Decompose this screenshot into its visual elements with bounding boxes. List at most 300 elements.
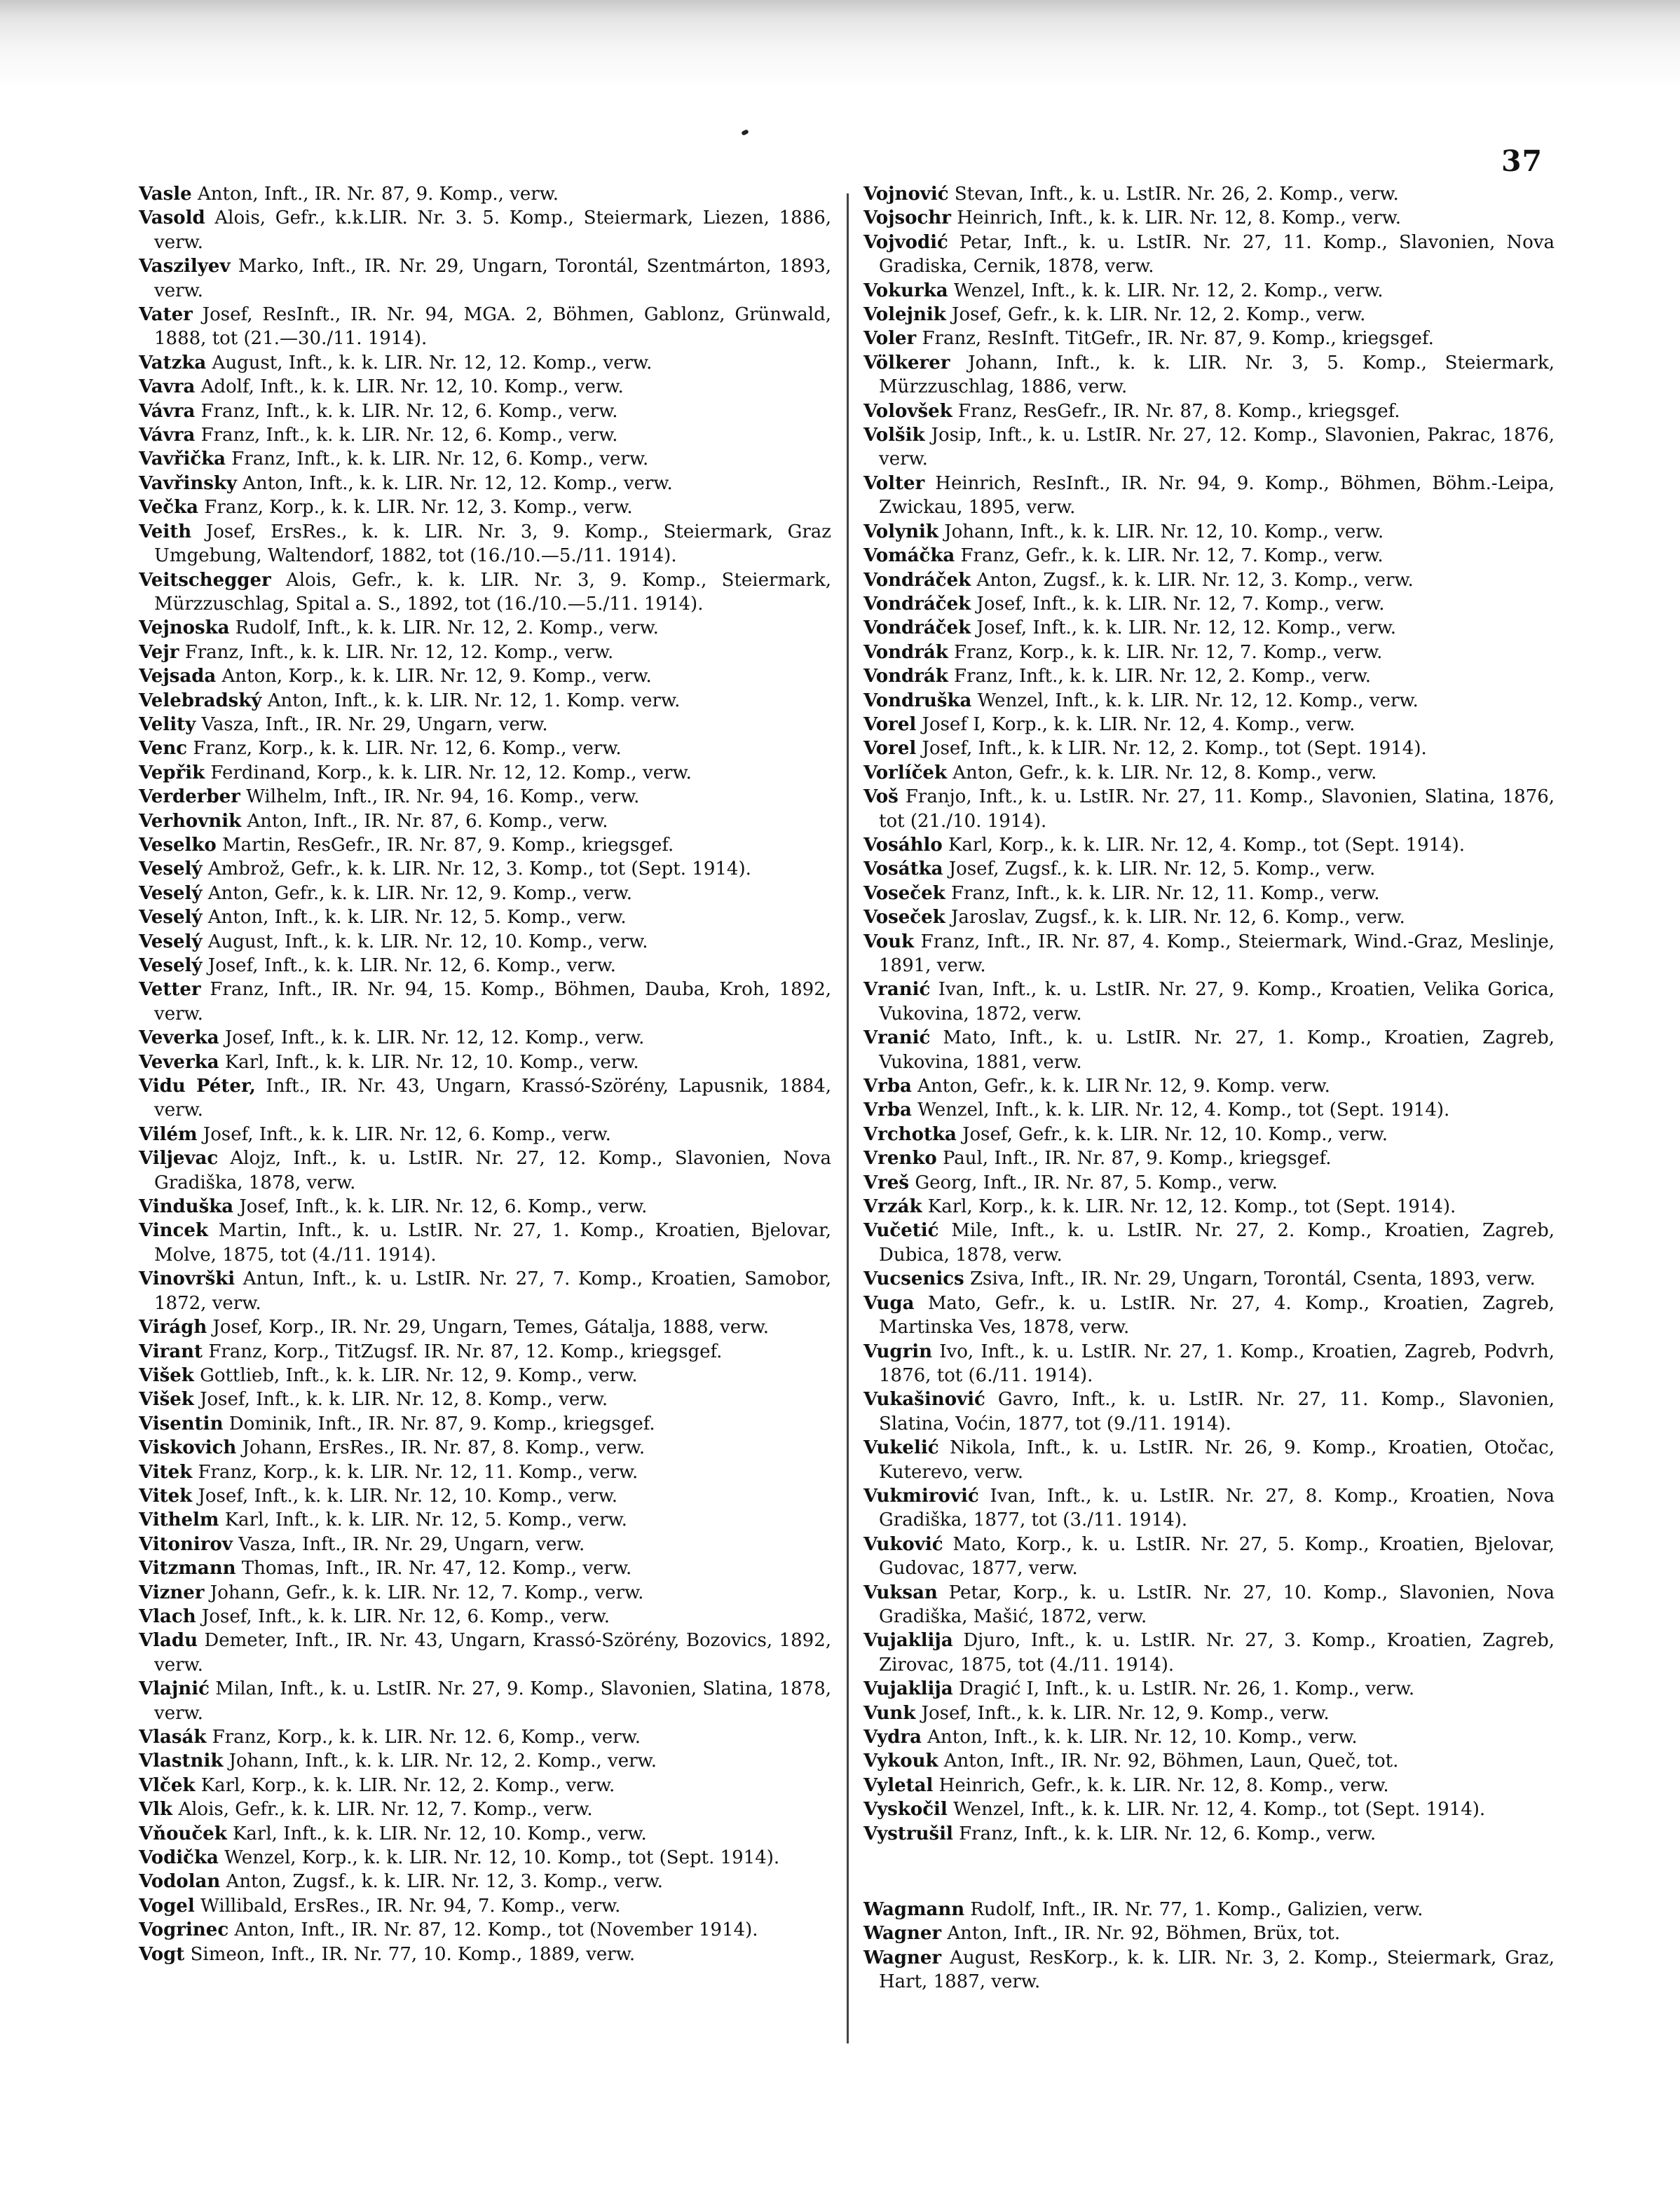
entry-surname: Vondruška — [863, 690, 972, 711]
list-entry — [139, 1943, 831, 1966]
list-entry — [139, 1605, 831, 1629]
entry-details: Marko, Inft., IR. Nr. 29, Ungarn, Torontál, Szentmárton, 1893, verw. — [154, 256, 832, 301]
entry-details: Karl, Inft., k. k. LIR. Nr. 12, 5. Komp., verw. — [224, 1509, 627, 1531]
entry-surname: Vokurka — [863, 280, 948, 301]
entry-surname: Vejr — [139, 641, 179, 663]
list-entry — [863, 231, 1555, 279]
entry-surname: Vranić — [863, 1027, 931, 1049]
entry-details: Wenzel, Inft., k. k. LIR. Nr. 12, 4. Komp., tot (Sept. 1914). — [917, 1100, 1450, 1121]
entry-details: Josef, Korp., IR. Nr. 29, Ungarn, Temes, Gátalja, 1888, verw. — [212, 1317, 770, 1338]
entry-surname: Visentin — [139, 1413, 224, 1434]
entry-details: Franz, Korp., k. k. LIR. Nr. 12, 7. Komp., verw. — [954, 641, 1383, 663]
entry-details: Petar, Korp., k. u. LstIR. Nr. 27, 10. Komp., Slavonien, Nova Gradiška, Mašić, 1872, verw. — [879, 1582, 1555, 1627]
entry-details: Mile, Inft., k. u. LstIR. Nr. 27, 2. Komp., Kroatien, Zagreb, Dubica, 1878, verw. — [879, 1220, 1555, 1266]
entry-details: Karl, Korp., k. k. LIR. Nr. 12, 4. Komp., tot (Sept. 1914). — [948, 834, 1466, 856]
entry-details: Anton, Zugsf., k. k. LIR. Nr. 12, 3. Komp., verw. — [976, 569, 1414, 591]
entry-details: Franz, Inft., k. k. LIR. Nr. 12, 11. Komp., verw. — [950, 882, 1380, 904]
entry-surname: Wagner — [863, 1947, 942, 1968]
entry-details: Anton, Inft., k. k. LIR. Nr. 12, 12. Komp., verw. — [243, 472, 673, 494]
entry-details: Karl, Inft., k. k. LIR. Nr. 12, 10. Komp., verw. — [232, 1823, 647, 1844]
ink-speck — [741, 129, 749, 136]
list-entry — [139, 399, 831, 423]
list-entry — [863, 737, 1555, 760]
list-entry — [139, 978, 831, 1026]
entry-details: Josef, ErsRes., k. k. LIR. Nr. 3, 9. Komp., Steiermark, Graz Umgebung, Waltendorf, 1882, tot (16./10.—5./11. 1914). — [154, 521, 832, 567]
entry-surname: Veselý — [139, 955, 203, 976]
entry-details: Josef, Gefr., k. k. LIR. Nr. 12, 2. Komp., verw. — [952, 304, 1366, 326]
entry-details: Franz, ResInft. TitGefr., IR. Nr. 87, 9. Komp., kriegsgef. — [922, 328, 1434, 350]
list-entry — [139, 1918, 831, 1942]
entry-details: Gavro, Inft., k. u. LstIR. Nr. 27, 11. Komp., Slavonien, Slatina, Voćin, 1877, tot (9./11. 1914). — [879, 1389, 1555, 1434]
entry-surname: Vrzák — [863, 1196, 922, 1218]
list-entry — [139, 495, 831, 519]
entry-surname: Veith — [139, 521, 192, 542]
entry-details: Ivan, Inft., k. u. LstIR. Nr. 27, 8. Komp., Kroatien, Nova Gradiška, 1877, tot (3./11. 1914). — [879, 1485, 1555, 1531]
list-entry — [863, 1822, 1555, 1846]
entry-details: Vasza, Inft., IR. Nr. 29, Ungarn, verw. — [201, 713, 548, 735]
entry-details: Franz, Korp., k. k. LIR. Nr. 12, 6. Komp., verw. — [193, 738, 622, 760]
entry-surname: Vrba — [863, 1100, 912, 1121]
entry-details: Anton, Gefr., k. k. LIR. Nr. 12, 9. Komp., verw. — [207, 882, 632, 904]
entry-surname: Vlček — [139, 1774, 196, 1796]
list-entry — [863, 1267, 1555, 1291]
entry-surname: Virágh — [139, 1317, 207, 1338]
entry-surname: Veverka — [139, 1027, 219, 1049]
entry-details: Josef, Gefr., k. k. LIR. Nr. 12, 10. Komp., verw. — [962, 1123, 1388, 1145]
list-entry — [863, 303, 1555, 327]
entry-surname: Vomáčka — [863, 545, 955, 567]
entry-surname: Vučetić — [863, 1220, 939, 1242]
list-entry — [863, 713, 1555, 737]
list-entry — [139, 351, 831, 375]
list-entry — [139, 713, 831, 737]
entry-details: Josef, Inft., k. k. LIR. Nr. 12, 8. Komp., verw. — [200, 1389, 608, 1411]
entry-surname: Voseček — [863, 907, 945, 929]
entry-surname: Vlajnić — [139, 1678, 210, 1700]
list-entry — [139, 809, 831, 833]
list-entry — [139, 1026, 831, 1050]
list-entry — [863, 1749, 1555, 1773]
entry-details: August, Inft., k. k. LIR. Nr. 12, 10. Komp., verw. — [207, 931, 648, 952]
list-entry — [139, 520, 831, 568]
entry-surname: Vladu — [139, 1630, 198, 1652]
entry-surname: Vreš — [863, 1172, 910, 1193]
list-entry — [863, 616, 1555, 640]
entry-surname: Voš — [863, 786, 899, 808]
list-entry — [139, 1774, 831, 1797]
entry-details: Mato, Gefr., k. u. LstIR. Nr. 27, 4. Komp., Kroatien, Zagreb, Martinska Ves, 1878, verw. — [879, 1292, 1555, 1338]
list-entry — [139, 1460, 831, 1484]
entry-surname: Vorlíček — [863, 762, 947, 783]
entry-details: Petar, Inft., k. u. LstIR. Nr. 27, 11. Komp., Slavonien, Nova Gradiska, Cernik, 1878, verw. — [879, 231, 1555, 278]
left-column — [139, 182, 831, 1966]
list-entry — [139, 472, 831, 495]
entry-surname: Veselko — [139, 834, 217, 856]
entry-details: Alojz, Inft., k. u. LstIR. Nr. 27, 12. Komp., Slavonien, Nova Gradiška, 1878, verw. — [154, 1148, 831, 1193]
entry-surname: Vyskočil — [863, 1799, 948, 1821]
entry-details: Josef, Inft., k. k. LIR. Nr. 12, 6. Komp., verw. — [203, 1123, 611, 1145]
entry-surname: Vosáhlo — [863, 834, 943, 856]
entry-surname: Veselý — [139, 882, 203, 904]
entry-surname: Vydra — [863, 1727, 922, 1748]
entry-details: Franz, Inft., k. k. LIR. Nr. 12, 12. Komp., verw. — [184, 641, 614, 663]
entry-details: Alois, Gefr., k. k. LIR. Nr. 12, 7. Komp., verw. — [178, 1799, 593, 1821]
list-entry — [863, 1098, 1555, 1122]
entry-details: Franz, Korp., k. k. LIR. Nr. 12, 3. Komp., verw. — [204, 497, 633, 519]
list-entry — [139, 1846, 831, 1870]
list-entry — [139, 761, 831, 785]
entry-details: Antun, Inft., k. u. LstIR. Nr. 27, 7. Komp., Kroatien, Samobor, 1872, verw. — [154, 1268, 831, 1314]
list-entry — [139, 1581, 831, 1605]
entry-surname: Vorel — [863, 738, 917, 760]
entry-surname: Vávra — [139, 425, 196, 446]
list-entry — [139, 1315, 831, 1339]
list-entry — [139, 206, 831, 254]
right-column-v-entries — [863, 182, 1555, 1846]
list-entry — [863, 882, 1555, 905]
list-entry — [863, 1146, 1555, 1170]
list-entry — [863, 1388, 1555, 1436]
list-entry — [139, 1436, 831, 1460]
entry-surname: Vepřik — [139, 762, 205, 783]
entry-details: Martin, Inft., k. u. LstIR. Nr. 27, 1. Komp., Kroatien, Bjelovar, Molve, 1875, tot (4./11. 1914). — [154, 1220, 832, 1266]
entry-surname: Veselý — [139, 931, 203, 952]
list-entry — [139, 1074, 831, 1123]
list-entry — [139, 423, 831, 447]
entry-details: Martin, ResGefr., IR. Nr. 87, 9. Komp., kriegsgef. — [222, 834, 674, 856]
list-entry — [139, 447, 831, 471]
list-entry — [139, 1533, 831, 1556]
entry-surname: Vodička — [139, 1847, 219, 1869]
entry-details: Nikola, Inft., k. u. LstIR. Nr. 26, 9. Komp., Kroatien, Otočac, Kuterevo, verw. — [879, 1437, 1555, 1483]
list-entry — [139, 1822, 831, 1846]
list-entry — [863, 327, 1555, 350]
list-entry — [863, 1340, 1555, 1388]
list-entry — [139, 616, 831, 640]
entry-surname: Vojvodić — [863, 231, 948, 253]
entry-surname: Vodolan — [139, 1871, 221, 1893]
entry-details: Franz, Gefr., k. k. LIR. Nr. 12, 7. Komp., verw. — [960, 545, 1384, 567]
entry-details: Adolf, Inft., k. k. LIR. Nr. 12, 10. Komp., verw. — [200, 376, 624, 398]
entry-surname: Višek — [139, 1389, 194, 1411]
entry-details: Ivan, Inft., k. u. LstIR. Nr. 27, 9. Komp., Kroatien, Velika Gorica, Vukovina, 1872, verw. — [879, 979, 1555, 1025]
list-entry — [139, 1195, 831, 1219]
entry-surname: Vasold — [139, 207, 205, 229]
entry-details: Johann, Inft., k. k. LIR. Nr. 12, 10. Komp., verw. — [944, 521, 1384, 542]
entry-details: Franz, Inft., IR. Nr. 94, 15. Komp., Böhmen, Dauba, Kroh, 1892, verw. — [154, 979, 832, 1025]
entry-details: Josef, Inft., k. k. LIR. Nr. 12, 10. Komp., verw. — [198, 1485, 618, 1507]
list-entry — [139, 1725, 831, 1749]
entry-surname: Vujaklija — [863, 1630, 953, 1652]
list-entry — [139, 375, 831, 399]
entry-surname: Viskovich — [139, 1437, 237, 1459]
list-entry — [139, 833, 831, 857]
entry-surname: Vithelm — [139, 1509, 219, 1531]
entry-surname: Vlastnik — [139, 1751, 224, 1772]
section-gap — [863, 1846, 1555, 1898]
entry-details: Anton, Gefr., k. k. LIR Nr. 12, 9. Komp. verw. — [917, 1076, 1330, 1097]
entry-details: Franz, Inft., k. k. LIR. Nr. 12, 6. Komp., verw. — [200, 400, 618, 422]
list-entry — [863, 1292, 1555, 1340]
list-entry — [863, 930, 1555, 978]
entry-details: Josip, Inft., k. u. LstIR. Nr. 27, 12. Komp., Slavonien, Pakrac, 1876, verw. — [879, 425, 1555, 470]
entry-details: Josef, Inft., k. k. LIR. Nr. 12, 12. Komp., verw. — [224, 1027, 645, 1049]
list-entry — [863, 568, 1555, 592]
list-entry — [139, 857, 831, 881]
page-number: 37 — [1501, 144, 1543, 178]
entry-surname: Vavřinsky — [139, 472, 237, 494]
list-entry — [863, 1171, 1555, 1195]
entry-details: Anton, Gefr., k. k. LIR. Nr. 12, 8. Komp., verw. — [952, 762, 1377, 783]
entry-surname: Vaszilyev — [139, 256, 231, 278]
entry-details: Franz, Korp., k. k. LIR. Nr. 12. 6, Komp., verw. — [212, 1727, 641, 1748]
entry-surname: Verhovnik — [139, 810, 242, 832]
list-entry — [139, 1749, 831, 1773]
entry-details: Anton, Inft., k. k. LIR. Nr. 12, 5. Komp., verw. — [207, 907, 627, 929]
entry-details: Karl, Korp., k. k. LIR. Nr. 12, 2. Komp., verw. — [200, 1774, 615, 1796]
list-entry — [863, 472, 1555, 520]
entry-surname: Vilém — [139, 1123, 198, 1145]
list-entry — [139, 254, 831, 303]
entry-surname: Vňouček — [139, 1823, 227, 1844]
entry-surname: Vincek — [139, 1220, 208, 1242]
entry-surname: Vukelić — [863, 1437, 939, 1459]
entry-surname: Vranić — [863, 979, 931, 1001]
list-entry — [139, 882, 831, 905]
entry-details: Stevan, Inft., k. u. LstIR. Nr. 26, 2. Komp., verw. — [954, 184, 1399, 205]
entry-details: Heinrich, Inft., k. k. LIR. Nr. 12, 8. Komp., verw. — [957, 207, 1401, 229]
entry-surname: Vogel — [139, 1895, 195, 1917]
list-entry — [863, 1195, 1555, 1219]
entry-surname: Vunk — [863, 1702, 916, 1724]
entry-details: Rudolf, Inft., IR. Nr. 77, 1. Komp., Galizien, verw. — [970, 1899, 1423, 1921]
entry-surname: Venc — [139, 738, 188, 760]
list-entry — [863, 1701, 1555, 1725]
entry-surname: Vogrinec — [139, 1919, 229, 1941]
entry-details: Wilhelm, Inft., IR. Nr. 94, 16. Komp., verw. — [246, 786, 640, 808]
entry-details: Franz, ResGefr., IR. Nr. 87, 8. Komp., kriegsgef. — [957, 400, 1400, 422]
list-entry — [139, 1797, 831, 1821]
list-entry — [863, 1484, 1555, 1533]
entry-surname: Vyletal — [863, 1774, 934, 1796]
entry-surname: Vlasák — [139, 1727, 207, 1748]
entry-surname: Viljevac — [139, 1148, 219, 1170]
list-entry — [139, 1870, 831, 1893]
list-entry — [139, 954, 831, 978]
entry-details: Josef I, Korp., k. k. LIR. Nr. 12, 4. Komp., verw. — [922, 713, 1355, 735]
entry-surname: Veselý — [139, 858, 203, 880]
list-entry — [863, 206, 1555, 230]
entry-details: Josef, ResInft., IR. Nr. 94, MGA. 2, Böhmen, Gablonz, Grünwald, 1888, tot (21.—30./11. 1914). — [154, 304, 832, 350]
list-entry — [863, 664, 1555, 688]
list-entry — [863, 833, 1555, 857]
list-entry — [139, 641, 831, 664]
entry-details: Johann, Inft., k. k. LIR. Nr. 12, 2. Komp., verw. — [228, 1751, 657, 1772]
entry-details: Zsiva, Inft., IR. Nr. 29, Ungarn, Torontál, Csenta, 1893, verw. — [969, 1268, 1536, 1290]
entry-details: Gottlieb, Inft., k. k. LIR. Nr. 12, 9. Komp., verw. — [200, 1364, 638, 1386]
list-entry — [863, 1677, 1555, 1701]
entry-surname: Vucsenics — [863, 1268, 964, 1290]
entry-surname: Vitzmann — [139, 1558, 236, 1580]
entry-details: Josef, Zugsf., k. k. LIR. Nr. 12, 5. Komp., verw. — [948, 858, 1376, 880]
list-entry — [863, 761, 1555, 785]
entry-surname: Vidu Péter, — [139, 1076, 256, 1097]
entry-surname: Vitonirov — [139, 1533, 233, 1555]
list-entry — [863, 1725, 1555, 1749]
entry-details: Ferdinand, Korp., k. k. LIR. Nr. 12, 12. Komp., verw. — [210, 762, 692, 783]
entry-surname: Vávra — [139, 400, 196, 422]
entry-surname: Vlk — [139, 1799, 173, 1821]
list-entry — [139, 568, 831, 617]
list-entry — [139, 737, 831, 760]
entry-details: Franz, Inft., k. k. LIR. Nr. 12, 2. Komp., verw. — [954, 666, 1372, 687]
entry-details: Anton, Inft., k. k. LIR. Nr. 12, 1. Komp. verw. — [267, 690, 681, 711]
entry-surname: Vykouk — [863, 1751, 938, 1772]
entry-surname: Vitek — [139, 1461, 193, 1483]
list-entry — [139, 1508, 831, 1532]
entry-details: Josef, Inft., k. k. LIR. Nr. 12, 9. Komp., verw. — [921, 1702, 1330, 1724]
entry-details: Josef, Inft., k. k. LIR. Nr. 12, 6. Komp., verw. — [201, 1605, 610, 1627]
entry-surname: Vogt — [139, 1943, 185, 1965]
list-entry — [863, 857, 1555, 881]
entry-details: Willibald, ErsRes., IR. Nr. 94, 7. Komp., verw. — [200, 1895, 621, 1917]
entry-surname: Vondráček — [863, 617, 971, 639]
list-entry — [863, 1436, 1555, 1484]
entry-surname: Veitschegger — [139, 569, 271, 591]
entry-details: Johann, ErsRes., IR. Nr. 87, 8. Komp., verw. — [242, 1437, 646, 1459]
list-entry — [863, 544, 1555, 568]
entry-surname: Vatzka — [139, 352, 207, 374]
entry-surname: Vrba — [863, 1076, 912, 1097]
list-entry — [863, 785, 1555, 833]
entry-surname: Vejsada — [139, 666, 217, 687]
entry-details: Demeter, Inft., IR. Nr. 43, Ungarn, Krassó-Szörény, Bozovics, 1892, verw. — [154, 1630, 831, 1676]
list-entry — [139, 930, 831, 954]
entry-surname: Vejnoska — [139, 617, 230, 639]
entry-details: Franjo, Inft., k. u. LstIR. Nr. 27, 11. Komp., Slavonien, Slatina, 1876, tot (21./10. 1914). — [879, 786, 1555, 832]
list-entry — [139, 1388, 831, 1411]
list-entry — [139, 1050, 831, 1074]
list-entry — [863, 905, 1555, 929]
entry-surname: Vukmirović — [863, 1485, 979, 1507]
entry-details: Anton, Inft., IR. Nr. 92, Böhmen, Brüx, tot. — [947, 1923, 1341, 1945]
list-entry — [863, 520, 1555, 544]
entry-surname: Vuga — [863, 1292, 915, 1314]
entry-details: Josef, Inft., k. k. LIR. Nr. 12, 7. Komp., verw. — [976, 593, 1385, 615]
entry-surname: Vizner — [139, 1582, 205, 1603]
entry-surname: Volter — [863, 472, 925, 494]
list-entry — [863, 1898, 1555, 1922]
entry-surname: Vondrák — [863, 641, 948, 663]
entry-surname: Vinduška — [139, 1196, 234, 1218]
entry-details: Josef, Inft., k. k LIR. Nr. 12, 2. Komp., tot (Sept. 1914). — [922, 738, 1427, 760]
entry-surname: Virant — [139, 1341, 203, 1362]
entry-details: Wenzel, Inft., k. k. LIR. Nr. 12, 4. Komp., tot (Sept. 1914). — [953, 1799, 1486, 1821]
entry-details: Karl, Inft., k. k. LIR. Nr. 12, 10. Komp., verw. — [224, 1051, 639, 1073]
entry-details: Milan, Inft., k. u. LstIR. Nr. 27, 9. Komp., Slavonien, Slatina, 1878, verw. — [154, 1678, 832, 1724]
entry-details: Thomas, Inft., IR. Nr. 47, 12. Komp., verw. — [241, 1558, 632, 1580]
entry-surname: Velity — [139, 713, 196, 735]
right-column — [863, 182, 1555, 1994]
list-entry — [139, 1146, 831, 1195]
list-entry — [863, 1581, 1555, 1629]
list-entry — [139, 303, 831, 351]
entry-details: Georg, Inft., IR. Nr. 87, 5. Komp., verw. — [915, 1172, 1278, 1193]
list-entry — [863, 1074, 1555, 1098]
list-entry — [863, 1946, 1555, 1994]
entry-details: Anton, Inft., IR. Nr. 87, 6. Komp., verw. — [247, 810, 608, 832]
entry-details: Johann, Inft., k. k. LIR. Nr. 3, 5. Komp., Steiermark, Mürzzuschlag, 1886, verw. — [879, 352, 1555, 398]
entry-details: August, Inft., k. k. LIR. Nr. 12, 12. Komp., verw. — [212, 352, 653, 374]
entry-details: Anton, Inft., IR. Nr. 92, Böhmen, Laun, Queč, tot. — [943, 1751, 1399, 1772]
entry-details: Ambrož, Gefr., k. k. LIR. Nr. 12, 3. Komp., tot (Sept. 1914). — [207, 858, 751, 880]
entry-surname: Večka — [139, 497, 199, 519]
list-entry — [139, 1267, 831, 1315]
list-entry — [139, 689, 831, 713]
entry-details: Vasza, Inft., IR. Nr. 29, Ungarn, verw. — [238, 1533, 585, 1555]
entry-details: Wenzel, Inft., k. k. LIR. Nr. 12, 12. Komp., verw. — [977, 690, 1419, 711]
entry-details: Anton, Inft., IR. Nr. 87, 12. Komp., tot (November 1914). — [234, 1919, 758, 1941]
entry-details: Franz, Korp., k. k. LIR. Nr. 12, 11. Komp., verw. — [198, 1461, 638, 1483]
entry-surname: Völkerer — [863, 352, 950, 374]
entry-surname: Vondrák — [863, 666, 948, 687]
entry-surname: Veselý — [139, 907, 203, 929]
entry-details: August, ResKorp., k. k. LIR. Nr. 3, 2. Komp., Steiermark, Graz, Hart, 1887, verw. — [879, 1947, 1555, 1993]
entry-surname: Wagner — [863, 1923, 942, 1945]
list-entry — [139, 785, 831, 809]
entry-details: Mato, Inft., k. u. LstIR. Nr. 27, 1. Komp., Kroatien, Zagreb, Vukovina, 1881, verw. — [879, 1027, 1555, 1073]
entry-details: Paul, Inft., IR. Nr. 87, 9. Komp., kriegsgef. — [942, 1148, 1332, 1170]
entry-details: Franz, Inft., k. k. LIR. Nr. 12, 6. Komp., verw. — [959, 1823, 1377, 1844]
entry-details: Josef, Inft., k. k. LIR. Nr. 12, 12. Komp., verw. — [976, 617, 1397, 639]
entry-surname: Vitek — [139, 1485, 193, 1507]
entry-surname: Vukašinović — [863, 1389, 985, 1411]
entry-details: Karl, Korp., k. k. LIR. Nr. 12, 12. Komp., tot (Sept. 1914). — [927, 1196, 1456, 1218]
list-entry — [139, 1484, 831, 1508]
entry-surname: Volovšek — [863, 400, 952, 422]
list-entry — [139, 182, 831, 206]
list-entry — [139, 1340, 831, 1364]
entry-details: Anton, Zugsf., k. k. LIR. Nr. 12, 3. Komp., verw. — [226, 1871, 663, 1893]
entry-details: Heinrich, Gefr., k. k. LIR. Nr. 12, 8. Komp., verw. — [938, 1774, 1389, 1796]
entry-surname: Vater — [139, 304, 193, 326]
entry-details: Inft., IR. Nr. 43, Ungarn, Krassó-Szörény, Lapusnik, 1884, verw. — [154, 1076, 832, 1121]
entry-surname: Vorel — [863, 713, 917, 735]
list-entry — [863, 1219, 1555, 1267]
list-entry — [139, 664, 831, 688]
entry-details: Jaroslav, Zugsf., k. k. LIR. Nr. 12, 6. Komp., verw. — [950, 907, 1405, 929]
entry-surname: Vrchotka — [863, 1123, 957, 1145]
entry-surname: Volejnik — [863, 304, 946, 326]
list-entry — [863, 689, 1555, 713]
entry-details: Wenzel, Inft., k. k. LIR. Nr. 12, 2. Komp., verw. — [953, 280, 1384, 301]
entry-surname: Vojnović — [863, 184, 949, 205]
list-entry — [863, 182, 1555, 206]
column-divider — [847, 193, 849, 2043]
entry-details: Dominik, Inft., IR. Nr. 87, 9. Komp., kriegsgef. — [228, 1413, 655, 1434]
entry-surname: Wagmann — [863, 1899, 965, 1921]
entry-surname: Vetter — [139, 979, 201, 1001]
list-entry — [139, 905, 831, 929]
entry-details: Djuro, Inft., k. u. LstIR. Nr. 27, 3. Komp., Kroatien, Zagreb, Zirovac, 1875, tot (4./11. 1914). — [879, 1630, 1555, 1676]
entry-surname: Voler — [863, 328, 917, 350]
entry-details: Johann, Gefr., k. k. LIR. Nr. 12, 7. Komp., verw. — [210, 1582, 644, 1603]
entry-details: Franz, Inft., IR. Nr. 87, 4. Komp., Steiermark, Wind.-Graz, Meslinje, 1891, verw. — [879, 931, 1555, 976]
list-entry — [139, 1629, 831, 1677]
entry-surname: Vondráček — [863, 569, 971, 591]
list-entry — [863, 1774, 1555, 1797]
entry-details: Alois, Gefr., k.k.LIR. Nr. 3. 5. Komp., Steiermark, Liezen, 1886, verw. — [154, 207, 831, 253]
